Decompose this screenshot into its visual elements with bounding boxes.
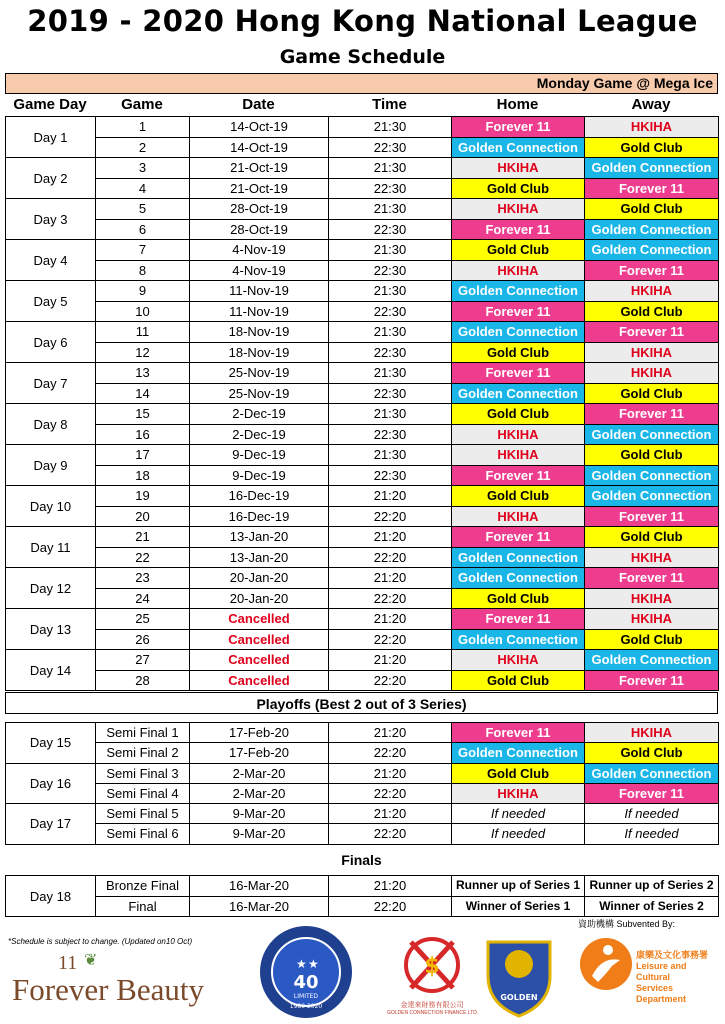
away-team-cell: Forever 11 bbox=[585, 783, 719, 803]
game-number-cell: 6 bbox=[96, 219, 190, 240]
game-number-cell: 19 bbox=[96, 486, 190, 507]
game-date-cell: 11-Nov-19 bbox=[190, 301, 329, 322]
game-time-cell: 21:30 bbox=[329, 445, 452, 466]
game-date-cell: 17-Feb-20 bbox=[190, 723, 329, 743]
table-row bbox=[6, 588, 719, 609]
game-day-cell: Day 18 bbox=[6, 876, 96, 917]
game-date-cell: 20-Jan-20 bbox=[190, 568, 329, 589]
home-team-cell: Gold Club bbox=[452, 486, 585, 507]
page-subtitle: Game Schedule bbox=[279, 46, 446, 68]
game-time-cell: 21:20 bbox=[329, 804, 452, 824]
game-time-cell: 22:20 bbox=[329, 743, 452, 763]
forever-beauty-text: Forever Beauty bbox=[12, 972, 204, 1007]
home-team-cell: Gold Club bbox=[452, 240, 585, 261]
away-team-cell: HKIHA bbox=[585, 363, 719, 384]
away-team-cell: Gold Club bbox=[585, 743, 719, 763]
game-time-cell: 21:20 bbox=[329, 876, 452, 897]
game-date-cell: 11-Nov-19 bbox=[190, 281, 329, 302]
game-number-cell: 28 bbox=[96, 670, 190, 691]
table-row bbox=[6, 723, 719, 743]
table-row bbox=[6, 199, 719, 220]
game-number-cell: 8 bbox=[96, 260, 190, 281]
away-team-cell: HKIHA bbox=[585, 117, 719, 138]
game-date-cell: 25-Nov-19 bbox=[190, 363, 329, 384]
game-time-cell: 22:20 bbox=[329, 506, 452, 527]
away-team-cell: Gold Club bbox=[585, 527, 719, 548]
game-day-cell: Day 14 bbox=[6, 650, 96, 691]
home-team-cell: Gold Club bbox=[452, 404, 585, 425]
game-time-cell: 22:30 bbox=[329, 260, 452, 281]
game-number-cell: 22 bbox=[96, 547, 190, 568]
home-team-cell: If needed bbox=[452, 804, 585, 824]
home-team-cell: Forever 11 bbox=[452, 301, 585, 322]
lcsd-cn: 康樂及文化事務署 bbox=[636, 950, 709, 960]
game-day-cell: Day 2 bbox=[6, 158, 96, 199]
home-team-cell: Winner of Series 1 bbox=[452, 896, 585, 917]
home-team-cell: HKIHA bbox=[452, 783, 585, 803]
game-date-cell: 13-Jan-20 bbox=[190, 547, 329, 568]
home-team-cell: Gold Club bbox=[452, 670, 585, 691]
game-date-cell: Cancelled bbox=[190, 670, 329, 691]
home-team-cell: Gold Club bbox=[452, 342, 585, 363]
game-date-cell: 28-Oct-19 bbox=[190, 199, 329, 220]
game-date-cell: 2-Dec-19 bbox=[190, 424, 329, 445]
game-number-cell: 7 bbox=[96, 240, 190, 261]
game-day-cell: Day 6 bbox=[6, 322, 96, 363]
game-date-cell: 21-Oct-19 bbox=[190, 178, 329, 199]
star-icon: ★ bbox=[296, 957, 307, 971]
game-day-cell: Day 5 bbox=[6, 281, 96, 322]
game-number-cell: 15 bbox=[96, 404, 190, 425]
game-number-cell: Semi Final 1 bbox=[96, 723, 190, 743]
table-row bbox=[6, 896, 719, 917]
game-date-cell: 20-Jan-20 bbox=[190, 588, 329, 609]
home-team-cell: Golden Connection bbox=[452, 137, 585, 158]
away-team-cell: HKIHA bbox=[585, 588, 719, 609]
game-date-cell: 14-Oct-19 bbox=[190, 137, 329, 158]
playoffs-table bbox=[5, 722, 719, 845]
game-date-cell: 2-Mar-20 bbox=[190, 763, 329, 783]
game-time-cell: 22:20 bbox=[329, 588, 452, 609]
home-team-cell: Golden Connection bbox=[452, 383, 585, 404]
game-date-cell: 17-Feb-20 bbox=[190, 743, 329, 763]
away-team-cell: Runner up of Series 2 bbox=[585, 876, 719, 897]
home-team-cell: Golden Connection bbox=[452, 568, 585, 589]
home-team-cell: Forever 11 bbox=[452, 527, 585, 548]
table-row bbox=[6, 281, 719, 302]
away-team-cell: Golden Connection bbox=[585, 465, 719, 486]
home-team-cell: Forever 11 bbox=[452, 363, 585, 384]
game-date-cell: Cancelled bbox=[190, 650, 329, 671]
away-team-cell: If needed bbox=[585, 804, 719, 824]
table-row bbox=[6, 219, 719, 240]
game-day-cell: Day 7 bbox=[6, 363, 96, 404]
home-team-cell: Runner up of Series 1 bbox=[452, 876, 585, 897]
game-number-cell: 3 bbox=[96, 158, 190, 179]
home-team-cell: HKIHA bbox=[452, 158, 585, 179]
game-date-cell: Cancelled bbox=[190, 609, 329, 630]
game-number-cell: Final bbox=[96, 896, 190, 917]
away-team-cell: HKIHA bbox=[585, 609, 719, 630]
table-row bbox=[6, 527, 719, 548]
home-team-cell: HKIHA bbox=[452, 199, 585, 220]
away-team-cell: Gold Club bbox=[585, 301, 719, 322]
away-team-cell: Forever 11 bbox=[585, 568, 719, 589]
game-date-cell: 4-Nov-19 bbox=[190, 260, 329, 281]
game-date-cell: 9-Mar-20 bbox=[190, 824, 329, 844]
away-team-cell: If needed bbox=[585, 824, 719, 844]
game-number-cell: 12 bbox=[96, 342, 190, 363]
game-number-cell: 24 bbox=[96, 588, 190, 609]
golden-shield-logo bbox=[482, 928, 556, 1020]
away-team-cell: Forever 11 bbox=[585, 404, 719, 425]
table-row bbox=[6, 506, 719, 527]
lcsd-text bbox=[636, 950, 718, 1005]
playoffs-title: Playoffs (Best 2 out of 3 Series) bbox=[5, 692, 718, 714]
table-row bbox=[6, 824, 719, 844]
away-team-cell: HKIHA bbox=[585, 342, 719, 363]
header-away: Away bbox=[631, 96, 671, 113]
table-row bbox=[6, 629, 719, 650]
game-time-cell: 21:30 bbox=[329, 363, 452, 384]
away-team-cell: Golden Connection bbox=[585, 158, 719, 179]
table-row bbox=[6, 240, 719, 261]
away-team-cell: Gold Club bbox=[585, 199, 719, 220]
table-row bbox=[6, 301, 719, 322]
home-team-cell: HKIHA bbox=[452, 260, 585, 281]
logo-40-years: 1980 2020 bbox=[289, 1003, 323, 1010]
away-team-cell: Winner of Series 2 bbox=[585, 896, 719, 917]
game-time-cell: 21:20 bbox=[329, 486, 452, 507]
game-day-cell: Day 13 bbox=[6, 609, 96, 650]
away-team-cell: Golden Connection bbox=[585, 486, 719, 507]
table-row bbox=[6, 465, 719, 486]
away-team-cell: HKIHA bbox=[585, 281, 719, 302]
game-time-cell: 22:30 bbox=[329, 137, 452, 158]
leaf-icon: ❦ bbox=[84, 952, 98, 969]
game-date-cell: 28-Oct-19 bbox=[190, 219, 329, 240]
game-number-cell: 23 bbox=[96, 568, 190, 589]
golden-connection-cn: 金達來財務有限公司 bbox=[400, 1002, 464, 1009]
table-row bbox=[6, 783, 719, 803]
header-home: Home bbox=[496, 96, 539, 113]
game-number-cell: 20 bbox=[96, 506, 190, 527]
table-row bbox=[6, 743, 719, 763]
table-row bbox=[6, 670, 719, 691]
game-number-cell: 9 bbox=[96, 281, 190, 302]
game-number-cell: Semi Final 6 bbox=[96, 824, 190, 844]
table-row bbox=[6, 424, 719, 445]
table-row bbox=[6, 609, 719, 630]
table-row bbox=[6, 568, 719, 589]
table-row bbox=[6, 547, 719, 568]
game-number-cell: Bronze Final bbox=[96, 876, 190, 897]
game-time-cell: 21:20 bbox=[329, 609, 452, 630]
game-day-cell: Day 10 bbox=[6, 486, 96, 527]
game-day-cell: Day 3 bbox=[6, 199, 96, 240]
game-time-cell: 22:20 bbox=[329, 896, 452, 917]
game-date-cell: 18-Nov-19 bbox=[190, 342, 329, 363]
forever-beauty-logo bbox=[12, 950, 244, 1010]
table-row bbox=[6, 876, 719, 897]
table-row bbox=[6, 117, 719, 138]
game-date-cell: 9-Dec-19 bbox=[190, 465, 329, 486]
game-time-cell: 21:30 bbox=[329, 158, 452, 179]
home-team-cell: HKIHA bbox=[452, 424, 585, 445]
game-time-cell: 22:20 bbox=[329, 629, 452, 650]
golden-connection-emblem bbox=[387, 930, 477, 1000]
game-time-cell: 21:30 bbox=[329, 322, 452, 343]
game-number-cell: 17 bbox=[96, 445, 190, 466]
game-day-cell: Day 11 bbox=[6, 527, 96, 568]
game-number-cell: 11 bbox=[96, 322, 190, 343]
game-date-cell: 9-Mar-20 bbox=[190, 804, 329, 824]
home-team-cell: Forever 11 bbox=[452, 465, 585, 486]
away-team-cell: Gold Club bbox=[585, 629, 719, 650]
golden-connection-en: GOLDEN CONNECTION FINANCE LTD. bbox=[387, 1010, 479, 1016]
lcsd-figure-head-icon bbox=[603, 945, 613, 955]
away-team-cell: Golden Connection bbox=[585, 219, 719, 240]
game-time-cell: 22:30 bbox=[329, 342, 452, 363]
header-game: Game bbox=[121, 96, 163, 113]
table-row bbox=[6, 158, 719, 179]
home-team-cell: HKIHA bbox=[452, 445, 585, 466]
dollar-icon: $ bbox=[424, 954, 440, 979]
game-number-cell: 4 bbox=[96, 178, 190, 199]
game-number-cell: 25 bbox=[96, 609, 190, 630]
home-team-cell: Gold Club bbox=[452, 763, 585, 783]
away-team-cell: Forever 11 bbox=[585, 178, 719, 199]
game-date-cell: 14-Oct-19 bbox=[190, 117, 329, 138]
away-team-cell: Golden Connection bbox=[585, 763, 719, 783]
away-team-cell: Gold Club bbox=[585, 137, 719, 158]
away-team-cell: Forever 11 bbox=[585, 260, 719, 281]
game-day-cell: Day 17 bbox=[6, 804, 96, 845]
game-number-cell: 10 bbox=[96, 301, 190, 322]
home-team-cell: Forever 11 bbox=[452, 117, 585, 138]
away-team-cell: Forever 11 bbox=[585, 670, 719, 691]
game-day-cell: Day 15 bbox=[6, 723, 96, 764]
game-time-cell: 22:30 bbox=[329, 383, 452, 404]
game-date-cell: Cancelled bbox=[190, 629, 329, 650]
game-date-cell: 16-Dec-19 bbox=[190, 486, 329, 507]
game-date-cell: 25-Nov-19 bbox=[190, 383, 329, 404]
lcsd-en-1: Leisure and Cultural bbox=[636, 961, 687, 982]
game-time-cell: 21:20 bbox=[329, 527, 452, 548]
sponsor-label: 資助機構 Subvented By: bbox=[578, 919, 676, 929]
regular-season-table bbox=[5, 116, 719, 691]
home-team-cell: Gold Club bbox=[452, 588, 585, 609]
lcsd-logo bbox=[578, 930, 718, 1010]
table-row bbox=[6, 383, 719, 404]
table-row bbox=[6, 763, 719, 783]
away-team-cell: HKIHA bbox=[585, 547, 719, 568]
game-time-cell: 22:30 bbox=[329, 424, 452, 445]
away-team-cell: Gold Club bbox=[585, 445, 719, 466]
game-number-cell: 2 bbox=[96, 137, 190, 158]
game-time-cell: 21:30 bbox=[329, 404, 452, 425]
table-row bbox=[6, 178, 719, 199]
home-team-cell: Golden Connection bbox=[452, 281, 585, 302]
page-title: 2019 - 2020 Hong Kong National League bbox=[27, 4, 698, 38]
game-date-cell: 2-Mar-20 bbox=[190, 783, 329, 803]
game-day-cell: Day 16 bbox=[6, 763, 96, 804]
table-row bbox=[6, 260, 719, 281]
home-team-cell: Forever 11 bbox=[452, 219, 585, 240]
game-day-cell: Day 9 bbox=[6, 445, 96, 486]
game-time-cell: 21:30 bbox=[329, 117, 452, 138]
away-team-cell: Forever 11 bbox=[585, 322, 719, 343]
game-number-cell: Semi Final 3 bbox=[96, 763, 190, 783]
table-row bbox=[6, 486, 719, 507]
table-row bbox=[6, 445, 719, 466]
game-time-cell: 21:20 bbox=[329, 568, 452, 589]
finals-table bbox=[5, 875, 719, 917]
home-team-cell: HKIHA bbox=[452, 650, 585, 671]
home-team-cell: HKIHA bbox=[452, 506, 585, 527]
home-team-cell: Gold Club bbox=[452, 178, 585, 199]
game-time-cell: 21:20 bbox=[329, 763, 452, 783]
table-row bbox=[6, 342, 719, 363]
game-date-cell: 16-Dec-19 bbox=[190, 506, 329, 527]
game-date-cell: 13-Jan-20 bbox=[190, 527, 329, 548]
game-time-cell: 22:20 bbox=[329, 783, 452, 803]
shield-logo-name: GOLDEN bbox=[500, 993, 538, 1002]
game-date-cell: 9-Dec-19 bbox=[190, 445, 329, 466]
game-number-cell: 14 bbox=[96, 383, 190, 404]
away-team-cell: Golden Connection bbox=[585, 650, 719, 671]
lcsd-emblem bbox=[578, 930, 634, 1010]
table-row bbox=[6, 804, 719, 824]
game-time-cell: 22:30 bbox=[329, 219, 452, 240]
venue-banner: Monday Game @ Mega Ice bbox=[5, 73, 718, 94]
forever-beauty-eleven: 11 bbox=[58, 952, 78, 974]
game-time-cell: 21:20 bbox=[329, 723, 452, 743]
schedule-note: *Schedule is subject to change. (Updated on10 Oct) bbox=[8, 937, 193, 946]
table-row bbox=[6, 404, 719, 425]
game-time-cell: 22:30 bbox=[329, 465, 452, 486]
away-team-cell: HKIHA bbox=[585, 723, 719, 743]
star-icon: ★ bbox=[308, 957, 319, 971]
header-date: Date bbox=[242, 96, 275, 113]
game-time-cell: 21:30 bbox=[329, 240, 452, 261]
home-team-cell: If needed bbox=[452, 824, 585, 844]
away-team-cell: Forever 11 bbox=[585, 506, 719, 527]
game-date-cell: 16-Mar-20 bbox=[190, 896, 329, 917]
header-game-day: Game Day bbox=[13, 96, 87, 113]
game-number-cell: 26 bbox=[96, 629, 190, 650]
home-team-cell: Golden Connection bbox=[452, 629, 585, 650]
table-row bbox=[6, 363, 719, 384]
game-date-cell: 4-Nov-19 bbox=[190, 240, 329, 261]
game-time-cell: 22:20 bbox=[329, 547, 452, 568]
game-date-cell: 18-Nov-19 bbox=[190, 322, 329, 343]
game-number-cell: Semi Final 5 bbox=[96, 804, 190, 824]
lcsd-en-2: Services Department bbox=[636, 983, 687, 1004]
game-day-cell: Day 1 bbox=[6, 117, 96, 158]
home-team-cell: Golden Connection bbox=[452, 547, 585, 568]
away-team-cell: Golden Connection bbox=[585, 240, 719, 261]
table-row bbox=[6, 137, 719, 158]
header-time: Time bbox=[372, 96, 407, 113]
game-number-cell: 16 bbox=[96, 424, 190, 445]
game-number-cell: 27 bbox=[96, 650, 190, 671]
golden-connection-logo bbox=[387, 930, 477, 1020]
game-date-cell: 2-Dec-19 bbox=[190, 404, 329, 425]
game-time-cell: 22:20 bbox=[329, 824, 452, 844]
logo-40-number: 40 bbox=[293, 972, 319, 993]
game-number-cell: Semi Final 4 bbox=[96, 783, 190, 803]
game-number-cell: Semi Final 2 bbox=[96, 743, 190, 763]
home-team-cell: Forever 11 bbox=[452, 609, 585, 630]
game-date-cell: 21-Oct-19 bbox=[190, 158, 329, 179]
game-day-cell: Day 8 bbox=[6, 404, 96, 445]
game-date-cell: 16-Mar-20 bbox=[190, 876, 329, 897]
hkiha-40-anniversary-logo bbox=[258, 924, 354, 1020]
shield-emblem-icon bbox=[505, 950, 533, 978]
game-time-cell: 21:20 bbox=[329, 650, 452, 671]
game-day-cell: Day 4 bbox=[6, 240, 96, 281]
away-team-cell: Golden Connection bbox=[585, 424, 719, 445]
game-time-cell: 21:30 bbox=[329, 199, 452, 220]
game-time-cell: 21:30 bbox=[329, 281, 452, 302]
game-number-cell: 5 bbox=[96, 199, 190, 220]
game-day-cell: Day 12 bbox=[6, 568, 96, 609]
game-time-cell: 22:20 bbox=[329, 670, 452, 691]
table-row bbox=[6, 650, 719, 671]
game-number-cell: 13 bbox=[96, 363, 190, 384]
game-number-cell: 18 bbox=[96, 465, 190, 486]
home-team-cell: Forever 11 bbox=[452, 723, 585, 743]
logo-40-sub: LIMITED bbox=[293, 993, 319, 1000]
game-time-cell: 22:30 bbox=[329, 301, 452, 322]
game-number-cell: 1 bbox=[96, 117, 190, 138]
finals-title: Finals bbox=[341, 852, 382, 868]
game-number-cell: 21 bbox=[96, 527, 190, 548]
table-row bbox=[6, 322, 719, 343]
home-team-cell: Golden Connection bbox=[452, 743, 585, 763]
home-team-cell: Golden Connection bbox=[452, 322, 585, 343]
game-time-cell: 22:30 bbox=[329, 178, 452, 199]
away-team-cell: Gold Club bbox=[585, 383, 719, 404]
